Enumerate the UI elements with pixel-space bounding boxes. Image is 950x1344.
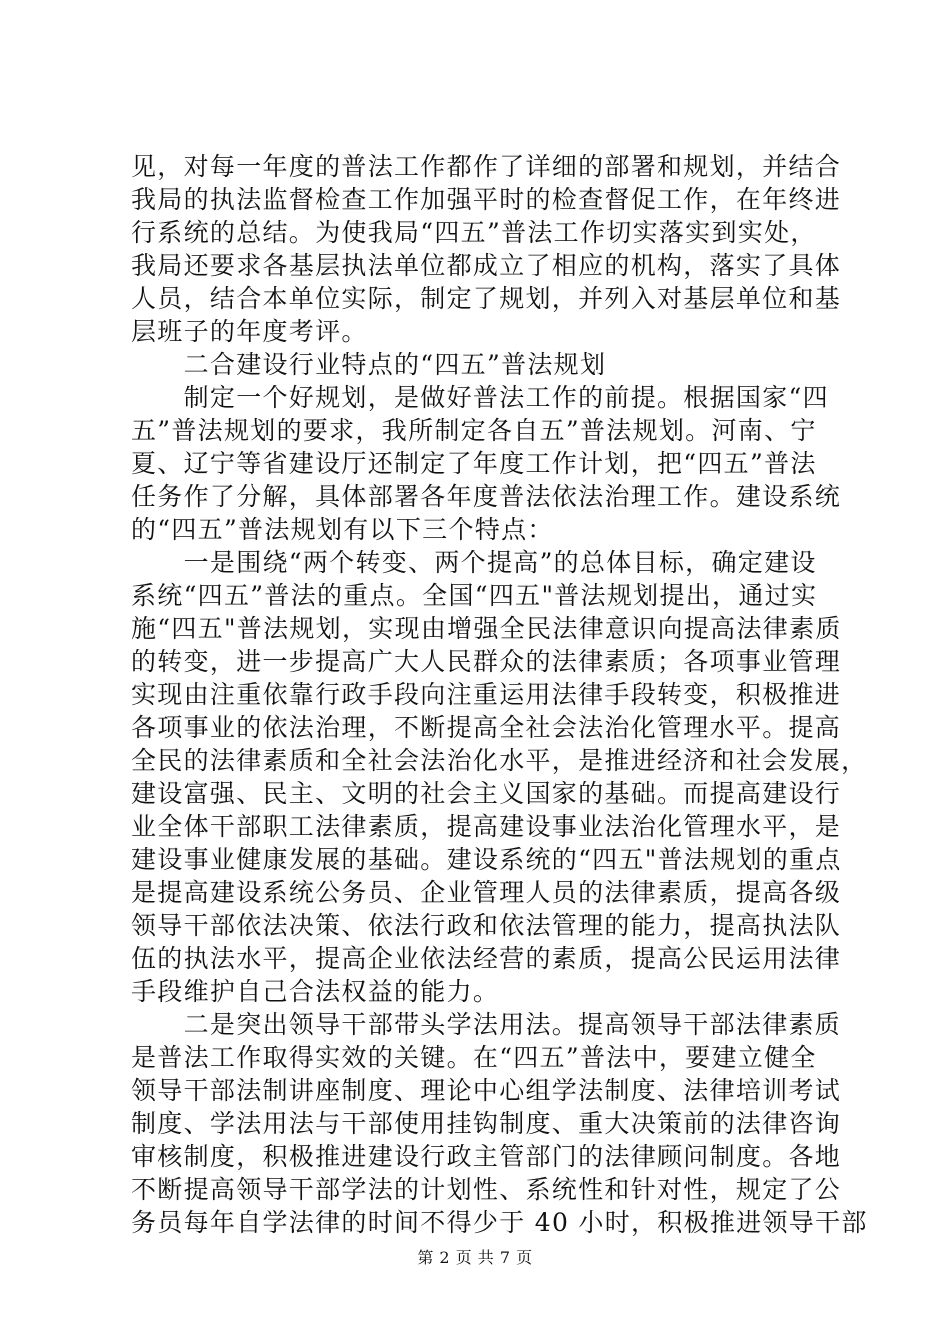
- text-line: 制定一个好规划，是做好普法工作的前提。根据国家“四: [131, 383, 829, 412]
- text-line: 系统“四五”普法的重点。全国“四五"普法规划提出，通过实: [131, 581, 818, 610]
- text-line: 全民的法律素质和全社会法治化水平，是推进经济和社会发展，: [131, 746, 868, 775]
- page-number: 第 2 页 共 7 页: [417, 1248, 533, 1267]
- text-line: 一是围绕“两个转变、两个提高”的总体目标，确定建设: [131, 548, 817, 577]
- text-line: 是提高建设系统公务员、企业管理人员的法律素质，提高各级: [131, 878, 842, 907]
- text-line: 的“四五”普法规划有以下三个特点：: [131, 515, 554, 544]
- text-line: 审核制度，积极推进建设行政主管部门的法律顾问制度。各地: [131, 1142, 842, 1171]
- text-line: 建设富强、民主、文明的社会主义国家的基础。而提高建设行: [131, 779, 842, 808]
- text-line: 不断提高领导干部学法的计划性、系统性和针对性，规定了公: [131, 1175, 842, 1204]
- text-line: 的转变，进一步提高广大人民群众的法律素质；各项事业管理: [131, 647, 842, 676]
- page-footer: [0, 1245, 950, 1268]
- text-line: 五”普法规划的要求，我所制定各自五”普法规划。河南、宁: [131, 416, 817, 445]
- text-line: 行系统的总结。为使我局“四五”普法工作切实落实到实处，: [131, 218, 817, 247]
- body-text: [131, 150, 868, 1239]
- text-line: 务员每年自学法律的时间不得少于 40 小时，积极推进领导干部: [131, 1208, 868, 1237]
- text-line: 任务作了分解，具体部署各年度普法依法治理工作。建设系统: [131, 482, 842, 511]
- text-line: 二是突出领导干部带头学法用法。提高领导干部法律素质: [131, 1010, 842, 1039]
- section-heading: 二合建设行业特点的“四五”普法规划: [131, 350, 607, 379]
- text-line: 施“四五"普法规划，实现由增强全民法律意识向提高法律素质: [131, 614, 842, 643]
- text-line: 伍的执法水平，提高企业依法经营的素质，提高公民运用法律: [131, 944, 842, 973]
- text-line: 人员，结合本单位实际，制定了规划，并列入对基层单位和基: [131, 284, 842, 313]
- text-line: 建设事业健康发展的基础。建设系统的“四五"普法规划的重点: [131, 845, 842, 874]
- text-line: 夏、辽宁等省建设厅还制定了年度工作计划，把“四五”普法: [131, 449, 817, 478]
- text-line: 我局的执法监督检查工作加强平时的检查督促工作，在年终进: [131, 185, 842, 214]
- text-line: 制度、学法用法与干部使用挂钩制度、重大决策前的法律咨询: [131, 1109, 842, 1138]
- text-line: 领导干部法制讲座制度、理论中心组学法制度、法律培训考试: [131, 1076, 842, 1105]
- text-line: 我局还要求各基层执法单位都成立了相应的机构，落实了具体: [131, 251, 842, 280]
- text-line: 实现由注重依靠行政手段向注重运用法律手段转变，积极推进: [131, 680, 842, 709]
- text-line: 层班子的年度考评。: [131, 317, 368, 346]
- text-line: 见，对每一年度的普法工作都作了详细的部署和规划，并结合: [131, 152, 842, 181]
- text-line: 业全体干部职工法律素质，提高建设事业法治化管理水平，是: [131, 812, 842, 841]
- text-line: 是普法工作取得实效的关键。在“四五”普法中，要建立健全: [131, 1043, 817, 1072]
- text-line: 手段维护自己合法权益的能力。: [131, 977, 500, 1006]
- text-line: 领导干部依法决策、依法行政和依法管理的能力，提高执法队: [131, 911, 842, 940]
- text-line: 各项事业的依法治理，不断提高全社会法治化管理水平。提高: [131, 713, 842, 742]
